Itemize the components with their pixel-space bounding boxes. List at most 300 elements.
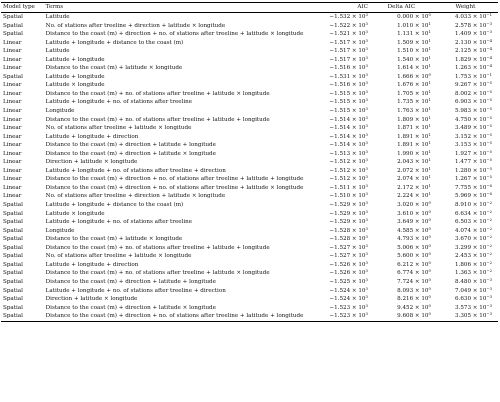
cell-aic-exponent: 3 (365, 88, 368, 94)
table-row (1, 22, 498, 31)
cell-weight-mantissa: 6.634 × 10 (455, 210, 487, 217)
cell-model-type: Spatial (3, 73, 23, 80)
cell-weight-exponent: −5 (486, 88, 492, 94)
cell-aic (317, 81, 370, 90)
cell-aic (317, 175, 370, 184)
table-row (1, 81, 498, 90)
cell-aic (317, 287, 370, 296)
cell-delta-aic-exponent: 0 (428, 294, 431, 300)
cell-delta-aic (370, 47, 433, 56)
cell-aic-exponent: 3 (365, 54, 368, 60)
model-comparison-table (1, 2, 498, 322)
cell-weight-exponent: −3 (486, 29, 492, 35)
cell-weight-mantissa: 1.829 × 10 (455, 56, 487, 63)
cell-delta-aic-exponent: 0 (428, 302, 431, 308)
cell-delta-aic-exponent: 0 (428, 12, 431, 17)
cell-weight-exponent: −5 (486, 114, 492, 120)
cell-aic-mantissa: −1.525 × 10 (329, 278, 366, 285)
cell-delta-aic (370, 304, 433, 313)
cell-delta-aic (370, 98, 433, 107)
cell-terms: Latitude (45, 48, 70, 55)
cell-aic-mantissa: −1.524 × 10 (329, 287, 366, 294)
table-row (1, 30, 498, 39)
cell-delta-aic (370, 312, 433, 321)
cell-delta-aic (370, 175, 433, 184)
cell-weight-exponent: −4 (486, 54, 492, 60)
cell-delta-aic-exponent: 1 (428, 106, 431, 112)
cell-aic-exponent: 3 (365, 20, 368, 26)
cell-aic (317, 64, 370, 73)
cell-terms: No. of stations after treeline + latitude × longitude (45, 253, 192, 260)
cell-weight-exponent: −2 (486, 234, 492, 240)
cell-terms: Distance to the coast (m) + no. of stations after treeline + latitude + longitude (45, 116, 270, 123)
cell-aic (317, 295, 370, 304)
cell-aic-exponent: 3 (365, 276, 368, 282)
cell-delta-aic-mantissa: 1.705 × 10 (397, 90, 429, 97)
cell-aic (317, 56, 370, 65)
cell-weight-mantissa: 1.409 × 10 (455, 31, 487, 38)
cell-weight-mantissa: 2.578 × 10 (455, 22, 487, 29)
cell-delta-aic (370, 64, 433, 73)
cell-aic-exponent: 3 (365, 225, 368, 231)
cell-aic-mantissa: −1.514 × 10 (329, 116, 366, 123)
cell-model-type: Linear (3, 184, 22, 191)
cell-model-type: Linear (3, 150, 22, 157)
cell-aic (317, 47, 370, 56)
cell-aic (317, 210, 370, 219)
cell-delta-aic-mantissa: 1.763 × 10 (397, 108, 429, 115)
cell-aic-exponent: 3 (365, 200, 368, 206)
cell-model-type: Spatial (3, 236, 23, 243)
header-terms: Terms (44, 3, 317, 13)
cell-delta-aic-mantissa: 1.891 × 10 (397, 133, 429, 140)
table-row (1, 141, 498, 150)
cell-aic-exponent: 3 (365, 114, 368, 120)
cell-aic-mantissa: −1.527 × 10 (329, 253, 366, 260)
cell-terms: Latitude + longitude + no. of stations after treeline + direction (45, 167, 226, 174)
table-row (1, 287, 498, 296)
cell-delta-aic (370, 278, 433, 287)
cell-aic-mantissa: −1.511 × 10 (329, 184, 366, 191)
cell-terms: Distance to the coast (m) + direction + latitude + longitude (45, 142, 216, 149)
cell-model-type: Linear (3, 90, 22, 97)
cell-aic (317, 244, 370, 253)
cell-aic-mantissa: −1.515 × 10 (329, 90, 366, 97)
cell-weight-mantissa: 3.670 × 10 (455, 236, 487, 243)
cell-aic-exponent: 3 (365, 294, 368, 300)
cell-delta-aic-mantissa: 0.000 × 10 (397, 14, 429, 20)
cell-weight-exponent: −2 (486, 225, 492, 231)
cell-delta-aic-mantissa: 3.610 × 10 (397, 210, 429, 217)
cell-delta-aic (370, 22, 433, 31)
cell-aic-mantissa: −1.529 × 10 (329, 210, 366, 217)
cell-weight-exponent: −3 (486, 311, 492, 317)
cell-delta-aic-mantissa: 1.666 × 10 (397, 73, 429, 80)
cell-weight-mantissa: 6.903 × 10 (455, 99, 487, 106)
cell-delta-aic-exponent: 1 (428, 182, 431, 188)
cell-delta-aic-exponent: 1 (428, 157, 431, 163)
cell-delta-aic-exponent: 1 (428, 131, 431, 137)
cell-aic-exponent: 3 (365, 63, 368, 69)
cell-aic (317, 201, 370, 210)
cell-aic-exponent: 3 (365, 259, 368, 265)
cell-weight-exponent: −6 (486, 191, 492, 197)
cell-aic-mantissa: −1.526 × 10 (329, 270, 366, 277)
cell-weight-exponent: −4 (486, 46, 492, 52)
cell-delta-aic (370, 150, 433, 159)
cell-delta-aic-exponent: 0 (428, 285, 431, 291)
cell-aic-mantissa: −1.512 × 10 (329, 159, 366, 166)
cell-weight-mantissa: 3.573 × 10 (455, 304, 487, 311)
cell-terms: Longitude (45, 227, 75, 234)
cell-delta-aic-mantissa: 2.043 × 10 (397, 159, 429, 166)
cell-terms: Distance to the coast (m) + no. of stations after treeline + latitude × longitude (45, 270, 270, 277)
table-row (1, 98, 498, 107)
cell-delta-aic (370, 261, 433, 270)
cell-aic-exponent: 3 (365, 182, 368, 188)
cell-aic (317, 304, 370, 313)
cell-aic-exponent: 3 (365, 46, 368, 52)
cell-delta-aic (370, 210, 433, 219)
cell-delta-aic-exponent: 0 (428, 251, 431, 257)
cell-weight-exponent: −5 (486, 157, 492, 163)
cell-aic-mantissa: −1.523 × 10 (329, 313, 366, 320)
cell-weight-exponent: −2 (486, 208, 492, 214)
table-row (1, 304, 498, 313)
cell-weight-exponent: −5 (486, 131, 492, 137)
cell-model-type: Spatial (3, 210, 23, 217)
cell-aic-exponent: 3 (365, 174, 368, 180)
cell-delta-aic (370, 107, 433, 116)
cell-weight-mantissa: 3.489 × 10 (455, 125, 487, 132)
table-row (1, 90, 498, 99)
cell-weight-exponent: −4 (486, 63, 492, 69)
cell-aic-exponent: 3 (365, 311, 368, 317)
table-row (1, 184, 498, 193)
cell-delta-aic-exponent: 0 (428, 71, 431, 77)
cell-weight-mantissa: 3.153 × 10 (455, 142, 487, 149)
cell-delta-aic-exponent: 1 (428, 148, 431, 154)
cell-weight-exponent: −5 (486, 123, 492, 129)
cell-delta-aic-mantissa: 1.540 × 10 (397, 56, 429, 63)
cell-aic-mantissa: −1.529 × 10 (329, 202, 366, 209)
cell-model-type: Spatial (3, 270, 23, 277)
cell-weight-exponent: −2 (486, 217, 492, 223)
cell-delta-aic-exponent: 1 (428, 29, 431, 35)
cell-model-type: Linear (3, 159, 22, 166)
cell-terms: Latitude + longitude + direction (45, 133, 139, 140)
cell-aic (317, 107, 370, 116)
cell-delta-aic-mantissa: 2.074 × 10 (397, 176, 429, 183)
cell-weight-exponent: −2 (486, 268, 492, 274)
cell-aic-exponent: 3 (365, 234, 368, 240)
cell-model-type: Spatial (3, 278, 23, 285)
cell-aic-exponent: 3 (365, 37, 368, 43)
cell-model-type: Linear (3, 176, 22, 183)
cell-aic-exponent: 3 (365, 131, 368, 137)
cell-terms: Distance to the coast (m) + direction + latitude + longitude (45, 278, 216, 285)
cell-delta-aic-exponent: 1 (428, 114, 431, 120)
cell-aic-exponent: 3 (365, 191, 368, 197)
cell-weight-mantissa: 1.927 × 10 (455, 150, 487, 157)
cell-model-type: Linear (3, 133, 22, 140)
cell-terms: Latitude × longitude (45, 82, 105, 89)
cell-weight-exponent: −5 (486, 165, 492, 171)
cell-delta-aic-mantissa: 1.614 × 10 (397, 65, 429, 72)
cell-delta-aic-mantissa: 7.724 × 10 (397, 278, 429, 285)
cell-delta-aic (370, 13, 433, 22)
cell-delta-aic-exponent: 1 (428, 54, 431, 60)
header-model-type: Model type (1, 3, 44, 13)
table-row (1, 312, 498, 321)
cell-weight-exponent: −5 (486, 148, 492, 154)
header-row (1, 3, 498, 13)
cell-model-type: Spatial (3, 304, 23, 311)
cell-weight-mantissa: 4.033 × 10 (455, 14, 487, 20)
cell-aic (317, 13, 370, 22)
cell-aic (317, 30, 370, 39)
cell-delta-aic-mantissa: 4.585 × 10 (397, 227, 429, 234)
cell-delta-aic-exponent: 0 (428, 311, 431, 317)
table-row (1, 210, 498, 219)
cell-aic (317, 158, 370, 167)
cell-aic-exponent: 3 (365, 97, 368, 103)
cell-delta-aic-exponent: 1 (428, 140, 431, 146)
cell-model-type: Linear (3, 193, 22, 200)
cell-weight-exponent: −1 (486, 12, 492, 17)
cell-aic-mantissa: −1.514 × 10 (329, 142, 366, 149)
cell-aic (317, 133, 370, 142)
cell-aic-mantissa: −1.522 × 10 (329, 22, 366, 29)
cell-weight-mantissa: 6.630 × 10 (455, 296, 487, 303)
table-row (1, 116, 498, 125)
table-row (1, 295, 498, 304)
cell-weight-mantissa: 1.806 × 10 (455, 261, 487, 268)
cell-aic-exponent: 3 (365, 302, 368, 308)
cell-aic (317, 116, 370, 125)
cell-delta-aic-exponent: 0 (428, 234, 431, 240)
cell-aic-mantissa: −1.529 × 10 (329, 219, 366, 226)
cell-model-type: Linear (3, 39, 22, 46)
cell-aic-mantissa: −1.513 × 10 (329, 150, 366, 157)
header-delta-aic: Delta AIC (370, 3, 433, 13)
cell-terms: Latitude (45, 14, 70, 20)
cell-aic-exponent: 3 (365, 157, 368, 163)
cell-delta-aic-mantissa: 1.676 × 10 (397, 82, 429, 89)
cell-aic-mantissa: −1.514 × 10 (329, 133, 366, 140)
cell-delta-aic-exponent: 1 (428, 174, 431, 180)
cell-aic-exponent: 3 (365, 29, 368, 35)
cell-weight-exponent: −5 (486, 174, 492, 180)
cell-weight-mantissa: 3.152 × 10 (455, 133, 487, 140)
cell-delta-aic (370, 167, 433, 176)
cell-aic-mantissa: −1.515 × 10 (329, 99, 366, 106)
table-row (1, 244, 498, 253)
cell-weight-exponent: −6 (486, 182, 492, 188)
cell-aic-mantissa: −1.515 × 10 (329, 108, 366, 115)
table-row (1, 235, 498, 244)
cell-delta-aic-mantissa: 1.131 × 10 (397, 31, 429, 38)
cell-aic (317, 22, 370, 31)
cell-terms: Distance to the coast (m) + latitude × longitude (45, 65, 183, 72)
table-row (1, 39, 498, 48)
cell-aic-mantissa: −1.517 × 10 (329, 56, 366, 63)
cell-aic-exponent: 3 (365, 123, 368, 129)
cell-model-type: Linear (3, 125, 22, 132)
cell-delta-aic-exponent: 1 (428, 191, 431, 197)
cell-weight-exponent: −3 (486, 20, 492, 26)
table-row (1, 56, 498, 65)
cell-delta-aic-mantissa: 2.072 × 10 (397, 167, 429, 174)
cell-weight-exponent: −2 (486, 242, 492, 248)
cell-delta-aic (370, 287, 433, 296)
cell-aic-mantissa: −1.524 × 10 (329, 296, 366, 303)
header-aic: AIC (317, 3, 370, 13)
cell-weight-exponent: −5 (486, 80, 492, 86)
cell-delta-aic-mantissa: 6.774 × 10 (397, 270, 429, 277)
table-row (1, 175, 498, 184)
cell-model-type: Spatial (3, 202, 23, 209)
cell-delta-aic-exponent: 0 (428, 200, 431, 206)
cell-delta-aic (370, 124, 433, 133)
table-row (1, 218, 498, 227)
cell-delta-aic-exponent: 1 (428, 46, 431, 52)
cell-terms: No. of stations after treeline + direction + latitude × longitude (45, 193, 226, 200)
cell-aic (317, 278, 370, 287)
cell-delta-aic-mantissa: 8.216 × 10 (397, 296, 429, 303)
cell-aic (317, 141, 370, 150)
cell-aic-mantissa: −1.510 × 10 (329, 193, 366, 200)
cell-model-type: Spatial (3, 14, 23, 20)
cell-weight-mantissa: 8.910 × 10 (455, 202, 487, 209)
cell-delta-aic (370, 184, 433, 193)
table-row (1, 227, 498, 236)
cell-terms: Distance to the coast (m) + direction + latitude × longitude (45, 304, 216, 311)
table-row (1, 269, 498, 278)
cell-model-type: Linear (3, 167, 22, 174)
cell-model-type: Linear (3, 65, 22, 72)
cell-aic-mantissa: −1.523 × 10 (329, 304, 366, 311)
cell-weight-exponent: −3 (486, 294, 492, 300)
cell-weight-exponent: −2 (486, 251, 492, 257)
cell-delta-aic (370, 39, 433, 48)
cell-aic-exponent: 3 (365, 140, 368, 146)
cell-aic (317, 192, 370, 201)
cell-terms: Distance to the coast (m) + direction + no. of stations after treeline + latitude + longitude (44, 312, 317, 321)
cell-weight-exponent: −5 (486, 106, 492, 112)
cell-aic (317, 167, 370, 176)
cell-delta-aic-mantissa: 3.020 × 10 (397, 202, 429, 209)
cell-weight-exponent: −2 (486, 259, 492, 265)
cell-aic (317, 150, 370, 159)
table-row (1, 252, 498, 261)
cell-weight-mantissa: 3.299 × 10 (455, 244, 487, 251)
cell-aic-exponent: 3 (365, 148, 368, 154)
cell-delta-aic (370, 201, 433, 210)
cell-aic-exponent: 3 (365, 80, 368, 86)
cell-terms: Latitude + longitude + distance to the coast (m) (45, 39, 184, 46)
cell-delta-aic-exponent: 1 (428, 37, 431, 43)
cell-model-type: Spatial (1, 312, 44, 321)
cell-aic-mantissa: −1.514 × 10 (329, 125, 366, 132)
cell-weight-mantissa: 4.750 × 10 (455, 116, 487, 123)
cell-weight-exponent: −3 (486, 276, 492, 282)
cell-aic (317, 98, 370, 107)
table-row (1, 124, 498, 133)
cell-aic-mantissa: −1.512 × 10 (329, 167, 366, 174)
cell-weight-mantissa: 7.755 × 10 (455, 184, 487, 191)
cell-delta-aic-exponent: 1 (428, 80, 431, 86)
cell-aic (317, 252, 370, 261)
cell-aic-mantissa: −1.521 × 10 (329, 31, 366, 38)
cell-delta-aic-mantissa: 1.871 × 10 (397, 125, 429, 132)
cell-delta-aic (370, 141, 433, 150)
cell-aic-exponent: 3 (365, 208, 368, 214)
cell-weight-mantissa: 1.363 × 10 (455, 270, 487, 277)
cell-model-type: Linear (3, 108, 22, 115)
cell-delta-aic-mantissa: 2.172 × 10 (397, 184, 429, 191)
cell-delta-aic-mantissa: 5.006 × 10 (397, 244, 429, 251)
cell-weight-exponent: −2 (486, 200, 492, 206)
cell-terms: Distance to the coast (m) + direction + latitude × longitude (45, 150, 216, 157)
table-row (1, 107, 498, 116)
cell-aic-exponent: 3 (365, 285, 368, 291)
cell-delta-aic-exponent: 0 (428, 268, 431, 274)
cell-aic-exponent: 3 (365, 165, 368, 171)
cell-terms: Direction + latitude × longitude (45, 159, 138, 166)
cell-delta-aic-mantissa: 9.452 × 10 (397, 304, 429, 311)
cell-terms: Latitude × longitude (45, 210, 105, 217)
table-row (1, 47, 498, 56)
table-row (1, 201, 498, 210)
cell-weight (433, 312, 498, 321)
cell-weight-mantissa: 8.480 × 10 (455, 278, 487, 285)
cell-delta-aic-mantissa: 1.891 × 10 (397, 142, 429, 149)
cell-model-type: Spatial (3, 219, 23, 226)
table-row (1, 278, 498, 287)
cell-delta-aic-mantissa: 6.212 × 10 (397, 261, 429, 268)
cell-model-type: Spatial (3, 261, 23, 268)
cell-aic-mantissa: −1.512 × 10 (329, 176, 366, 183)
cell-delta-aic-exponent: 0 (428, 276, 431, 282)
cell-delta-aic-exponent: 1 (428, 97, 431, 103)
cell-model-type: Spatial (3, 22, 23, 29)
cell-delta-aic-mantissa: 1.010 × 10 (397, 22, 429, 29)
table-row (1, 150, 498, 159)
cell-weight-mantissa: 9.267 × 10 (455, 82, 487, 89)
cell-terms: Direction + latitude × longitude (45, 296, 138, 303)
cell-delta-aic-exponent: 1 (428, 165, 431, 171)
cell-aic (317, 39, 370, 48)
cell-terms: Latitude + longitude + no. of stations after treeline + direction (45, 287, 226, 294)
cell-model-type: Spatial (3, 296, 23, 303)
cell-model-type: Spatial (3, 253, 23, 260)
cell-delta-aic-exponent: 1 (428, 88, 431, 94)
cell-delta-aic (370, 235, 433, 244)
cell-aic (317, 269, 370, 278)
cell-terms: Latitude + longitude (45, 73, 105, 80)
cell-delta-aic-mantissa: 1.509 × 10 (397, 39, 429, 46)
cell-delta-aic-exponent: 0 (428, 259, 431, 265)
cell-weight-mantissa: 2.453 × 10 (455, 253, 487, 260)
cell-aic-mantissa: −1.517 × 10 (329, 39, 366, 46)
cell-aic (317, 312, 370, 321)
cell-delta-aic-exponent: 1 (428, 63, 431, 69)
cell-terms: Longitude (45, 108, 75, 115)
cell-aic-exponent: 3 (365, 251, 368, 257)
cell-weight-exponent: −4 (486, 37, 492, 43)
cell-terms: Latitude + longitude (45, 56, 105, 63)
